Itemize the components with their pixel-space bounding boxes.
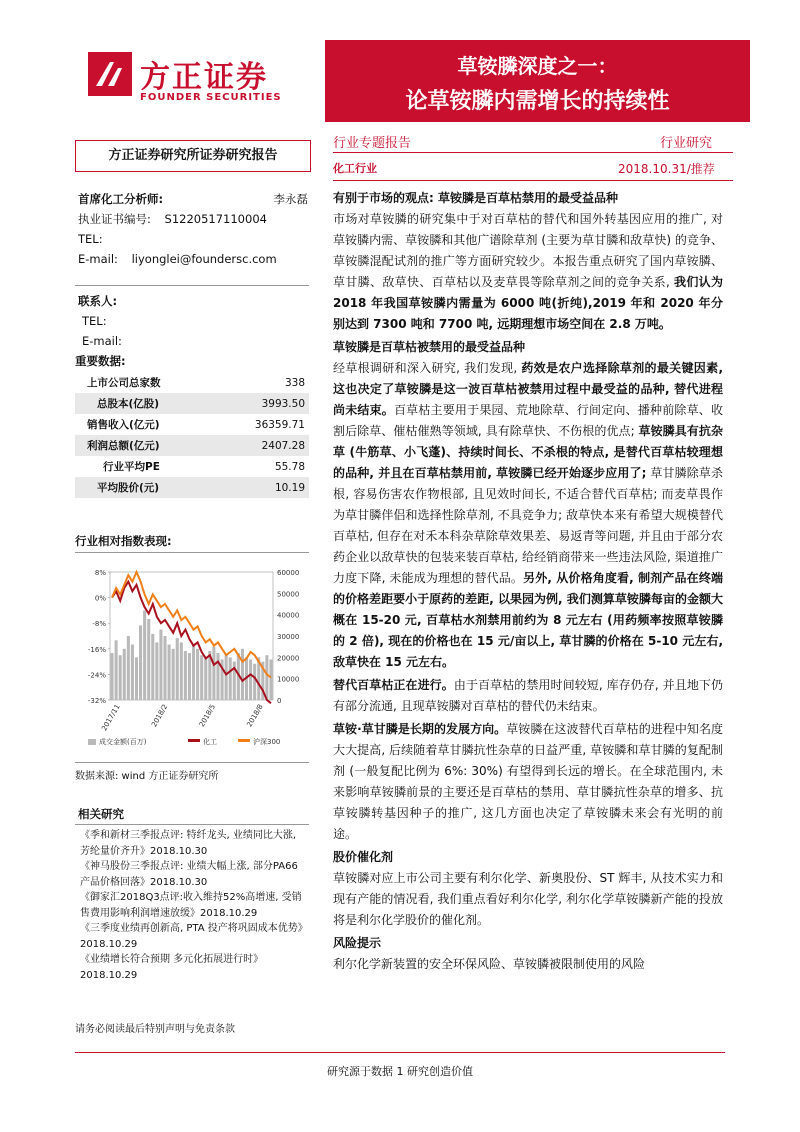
footer-text: 研究源于数据 1 研究创造价值 — [327, 1065, 473, 1078]
y-left-tick-label: 0% — [94, 594, 106, 603]
x-tick-label: 2018/5 — [197, 703, 218, 729]
paragraph: 利尔化学新装置的安全环保风险、草铵膦被限制使用的风险 — [333, 957, 646, 971]
row-value: 36359.71 — [254, 418, 305, 431]
divider — [75, 762, 309, 763]
plot-frame — [110, 572, 273, 700]
key-data-table — [75, 372, 309, 498]
email-label: E-mail: — [78, 252, 118, 266]
legend-label: 成交金额(百万) — [99, 738, 147, 746]
title-line-2: 论草铵膦内需增长的持续性 — [405, 89, 670, 114]
y-left-tick-label: -32% — [87, 697, 106, 705]
paragraph-text: 百草枯主要用于果园、荒地除草、行间定向、播种前除草、收割后除草、催枯催熟等领域, 具有除草快、不伤根的优点; — [333, 403, 723, 438]
volume-bar — [176, 638, 179, 700]
y-right-tick-label: 40000 — [277, 611, 300, 620]
related-heading: 相关研究 — [78, 807, 124, 821]
volume-bar — [155, 642, 158, 700]
table-row — [75, 414, 309, 435]
logo-symbol-icon — [88, 52, 132, 96]
paragraph-highlight: 替代百草枯正在进行。 — [333, 678, 454, 692]
disclaimer: 请务必阅读最后特别声明与免责条款 — [75, 1024, 235, 1035]
table-row — [75, 456, 309, 477]
paragraph-text: 草铵膦在这波替代百草枯的进程中知名度大大提高, 后续随着草甘膦抗性杂草的日益严重, 草铵膦和草甘膦的复配制剂 (一般复配比例为 6%: 30%) 有望得到长远的增长。在全球范围内, 未来影响草铵膦前景的主要还是百草枯的禁用、草甘膦抗性杂草的增多、抗草铵膦转基因种子的推广, 这几方面也决定了草铵膦未来会有光明的前途。 — [333, 722, 723, 841]
y-left-tick-label: 8% — [94, 569, 106, 577]
cert-label: 执业证书编号: — [78, 212, 151, 226]
title-banner — [325, 40, 750, 122]
table-row — [75, 372, 309, 393]
related-item[interactable]: 《神马股份三季报点评: 业绩大幅上涨, 部分PA66产品价格回落》2018.10.30 — [80, 861, 298, 888]
row-label: 总股本(亿股) — [75, 393, 217, 414]
sector-label: 化工行业 — [333, 162, 377, 175]
paragraph-text: 市场对草铵膦的研究集中于对百草枯的替代和国外转基因应用的推广, 对草铵膦内需、草铵膦和其他广谱除草剂 (主要为草甘膦和敌草快) 的竞争、草铵膦混配试剂的推广等方面研究较少。本报告重点研究了国内草铵膦、草甘膦、敌草快、百草枯以及麦草畏等除草剂之间的竞争关系, — [333, 212, 723, 289]
row-label: 利润总额(亿元) — [75, 435, 217, 456]
related-item[interactable]: 《御家汇2018Q3点评:收入维持52%高增速, 受销售费用影响利润增速放缓》2018.10.29 — [80, 892, 302, 919]
volume-bar — [192, 645, 195, 700]
y-right-tick-label: 60000 — [277, 569, 300, 577]
contact-heading: 联系人: — [78, 294, 118, 308]
legend-label: 沪深300 — [253, 738, 281, 746]
paragraph-highlight: 草铵·草甘膦是长期的发展方向。 — [333, 722, 507, 736]
logo-english: FOUNDER SECURITIES — [140, 92, 282, 103]
paragraph — [333, 719, 723, 845]
volume-bar — [241, 649, 244, 700]
y-right-tick-label: 0 — [277, 697, 282, 705]
x-tick-label: 2017/11 — [100, 703, 122, 733]
volume-bar — [147, 619, 150, 700]
row-value: 338 — [284, 376, 305, 389]
contact-tel: TEL: — [82, 314, 107, 328]
volume-bar — [131, 645, 134, 700]
legend-swatch — [88, 739, 96, 745]
paragraph-highlight: 草铵膦具有抗杂草 (牛筋草、小飞蓬)、持续时间长、不杀根的特点, 是替代百草枯较理想的品种, 并且在百草枯禁用前, 草铵膦已经开始逐步应用了; — [333, 424, 723, 480]
legend-swatch — [238, 739, 250, 742]
y-left-tick-label: -8% — [92, 620, 106, 629]
volume-bar — [269, 659, 272, 700]
paragraph-text: 由于百草枯的禁用时间较短, 库存仍存, 并且地下仍有部分流通, 且现草铵膦对百草枯的替代仍未结束。 — [333, 678, 723, 713]
row-label: 销售收入(亿元) — [87, 419, 160, 431]
header-divider — [333, 152, 733, 153]
volume-bar — [253, 664, 256, 700]
paragraph-highlight: 我们认为 2018 年我国草铵膦内需量为 6000 吨(折纯),2019 年和 2020 年分别达到 7300 吨和 7700 吨, 远期理想市场空间在 2.8 万吨。 — [333, 275, 723, 331]
volume-bar — [159, 630, 162, 700]
table-row — [75, 393, 309, 414]
volume-bar — [172, 649, 175, 700]
analyst-block — [78, 190, 308, 268]
volume-bar — [225, 655, 228, 700]
related-item[interactable]: 《三季度业绩再创新高, PTA 投产将巩固成本优势》2018.10.29 — [80, 923, 303, 950]
volume-bar — [249, 659, 252, 700]
volume-bar — [119, 655, 122, 700]
paragraph — [333, 675, 723, 717]
header-divider-2 — [333, 180, 733, 181]
table-row — [75, 477, 309, 498]
paragraph-text: 经草根调研和深入研究, 我们发现, — [333, 361, 522, 375]
analyst-email[interactable]: liyonglei@foundersc.com — [131, 252, 277, 266]
divider — [75, 552, 309, 553]
volume-bar — [163, 636, 166, 700]
key-data-heading: 重要数据: — [75, 354, 126, 368]
report-category: 行业研究 — [660, 136, 713, 151]
volume-bar — [168, 645, 171, 700]
section-title: 草铵膦是百草枯被禁用的最受益品种 — [333, 340, 526, 354]
paragraph-highlight: 药效是农户选择除草剂的最关键因素, 这也决定了草铵膦是这一波百草枯被禁用过程中最受益的品种, 替代进程尚未结束。 — [333, 361, 724, 417]
row-label: 平均股价(元) — [75, 477, 217, 498]
volume-bar — [115, 640, 118, 700]
paragraph-text: 草甘膦除草杀根, 容易伤害农作物根部, 且见效时间长, 不适合替代百草枯; 而麦草畏作为草甘膦伴侣和选择性除草剂, 不具竞争力; 敌草快本来有希望大规模替代百草枯, 但存在对禾本科杂草除草效果差、易返青等问题, 并且由于部分农药企业以敌草快的包装来装百草枯, 给经销商带来一些违法风险, 渠道推广力度下降, 未能成为理想的替代品。 — [333, 466, 723, 585]
table-row — [75, 435, 309, 456]
volume-bar — [123, 649, 126, 700]
founder-logo-mark — [88, 52, 132, 96]
volume-bar — [216, 653, 219, 700]
row-value: 3993.50 — [217, 393, 309, 414]
related-list — [80, 828, 305, 983]
paragraph — [333, 209, 723, 335]
section-title: 有别于市场的观点: 草铵膦是百草枯禁用的最受益品种 — [333, 191, 618, 205]
legend-swatch — [188, 739, 200, 742]
y-left-tick-label: -16% — [87, 645, 106, 654]
chart-source: 数据来源: wind 方正证券研究所 — [75, 771, 219, 782]
row-value: 10.19 — [217, 477, 309, 498]
volume-bar — [180, 642, 183, 700]
chart-heading: 行业相对指数表现: — [75, 534, 172, 548]
divider — [75, 285, 309, 286]
analyst-title: 首席化工分析师: — [78, 192, 164, 206]
y-right-tick-label: 10000 — [277, 675, 300, 684]
related-item[interactable]: 《季和新材三季报点评: 特纤龙头, 业绩同比大涨, 芳纶量价齐升》2018.10.30 — [80, 830, 297, 857]
volume-bar — [188, 653, 191, 700]
x-tick-label: 2018/2 — [150, 703, 170, 729]
volume-bar — [184, 651, 187, 700]
analyst-tel: TEL: — [78, 232, 103, 246]
paragraph-highlight: 另外, 从价格角度看, 制剂产品在终端的价格差距要小于原药的差距, 以果园为例, 我们测算草铵膦每亩的金额大概在 15-20 元, 百草枯水剂禁用前约为 8 元左右 (用药频率按照草铵膦的 2 倍), 现在的价格也在 15 元/亩以上, 草甘膦的价格在 5-10 元左右, 敌草快在 15 元左右。 — [333, 571, 723, 669]
volume-bar — [127, 636, 130, 700]
row-value: 55.78 — [274, 460, 305, 473]
cert-number: S1220517110004 — [164, 212, 267, 226]
section-title: 股价催化剂 — [333, 850, 394, 864]
volume-bar — [265, 655, 268, 700]
relative-index-chart — [78, 560, 308, 755]
y-right-tick-label: 30000 — [277, 633, 300, 641]
body-text — [333, 188, 723, 975]
volume-bar — [151, 634, 154, 700]
title-line-1: 草铵膦深度之一： — [457, 54, 618, 78]
volume-bar — [200, 655, 203, 700]
volume-bar — [139, 625, 142, 700]
key-data-table-wrap — [75, 372, 309, 498]
volume-bar — [143, 610, 146, 700]
x-tick-label: 2018/8 — [245, 703, 265, 729]
row-label: 行业平均PE — [103, 461, 160, 473]
institute-banner: 方正证券研究所证券研究报告 — [75, 140, 311, 172]
y-left-tick-label: -24% — [87, 671, 106, 680]
volume-bar — [212, 647, 215, 700]
chart-container — [78, 560, 308, 755]
related-item[interactable]: 《业绩增长符合预期 多元化拓展进行时》2018.10.29 — [80, 954, 264, 981]
contact-email: E-mail: — [82, 334, 122, 348]
report-type: 行业专题报告 — [333, 136, 412, 151]
legend-label: 化工 — [203, 738, 217, 746]
y-right-tick-label: 50000 — [277, 590, 300, 599]
volume-bar — [135, 657, 138, 700]
analyst-name: 李永磊 — [273, 192, 308, 206]
logo-text: 方正证券 — [140, 60, 268, 95]
volume-bar — [204, 657, 207, 700]
date-rating: 2018.10.31/推荐 — [618, 162, 715, 176]
volume-bar — [196, 649, 199, 700]
paragraph: 草铵膦对应上市公司主要有利尔化学、新奥股份、ST 辉丰, 从技术实力和现有产能的情况看, 我们重点看好利尔化学, 利尔化学草铵膦新产能的投放将是利尔化学股价的催化剂。 — [333, 871, 723, 927]
paragraph — [333, 358, 723, 673]
row-label: 上市公司总家数 — [87, 377, 161, 389]
row-value: 2407.28 — [217, 435, 309, 456]
volume-bar — [229, 657, 232, 700]
y-right-tick-label: 20000 — [277, 654, 300, 663]
section-title: 风险提示 — [333, 936, 382, 950]
footer-rule — [75, 1052, 725, 1053]
volume-bar — [111, 653, 114, 700]
divider — [75, 824, 309, 825]
